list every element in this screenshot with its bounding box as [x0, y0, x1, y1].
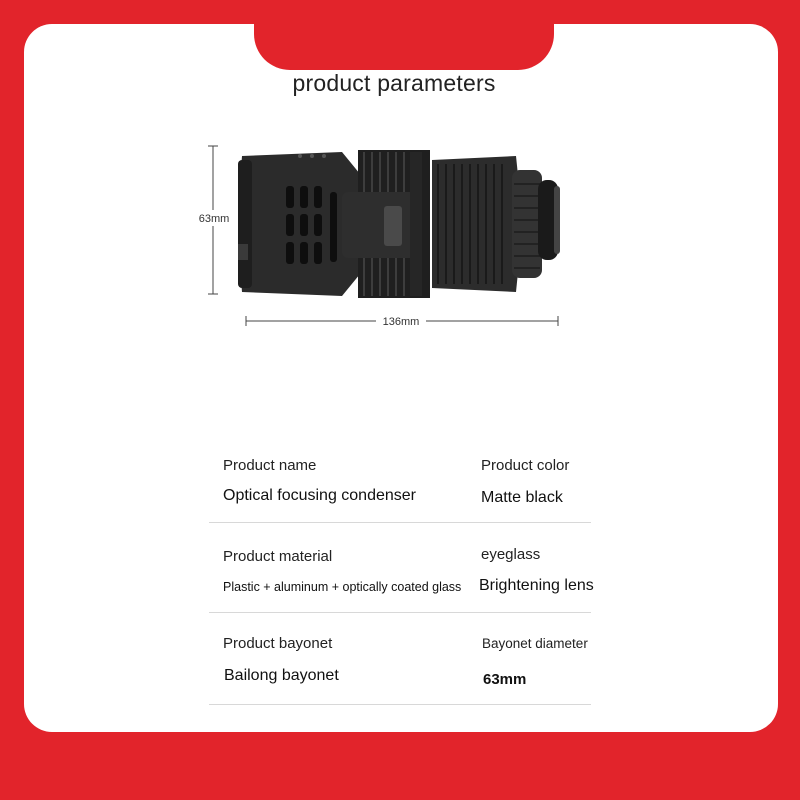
spec-value-bayonet-diameter: 63mm: [483, 671, 527, 688]
spec-value-product-bayonet: Bailong bayonet: [224, 667, 339, 684]
table-divider: [209, 704, 591, 705]
spec-value-product-color: Matte black: [481, 489, 563, 506]
length-dimension-label: 136mm: [382, 316, 420, 328]
height-dimension-label: 63mm: [198, 213, 230, 225]
spec-label-product-color: Product color: [481, 457, 570, 474]
spec-label-eyeglass: eyeglass: [481, 546, 541, 563]
spec-label-product-bayonet: Product bayonet: [223, 635, 333, 652]
table-divider: [209, 612, 591, 613]
spec-label-bayonet-diameter: Bayonet diameter: [482, 636, 588, 651]
page-title: product parameters: [292, 70, 496, 96]
condenser-product-image: [238, 150, 560, 298]
spec-label-product-material: Product material: [223, 548, 333, 565]
spec-value-eyeglass: Brightening lens: [479, 577, 594, 594]
spec-label-product-name: Product name: [223, 457, 317, 474]
spec-value-product-name: Optical focusing condenser: [223, 487, 416, 504]
table-divider: [209, 522, 591, 523]
spec-value-product-material: Plastic + aluminum + optically coated glass: [223, 580, 462, 594]
product-illustration: [24, 24, 778, 732]
product-card: [24, 24, 778, 732]
